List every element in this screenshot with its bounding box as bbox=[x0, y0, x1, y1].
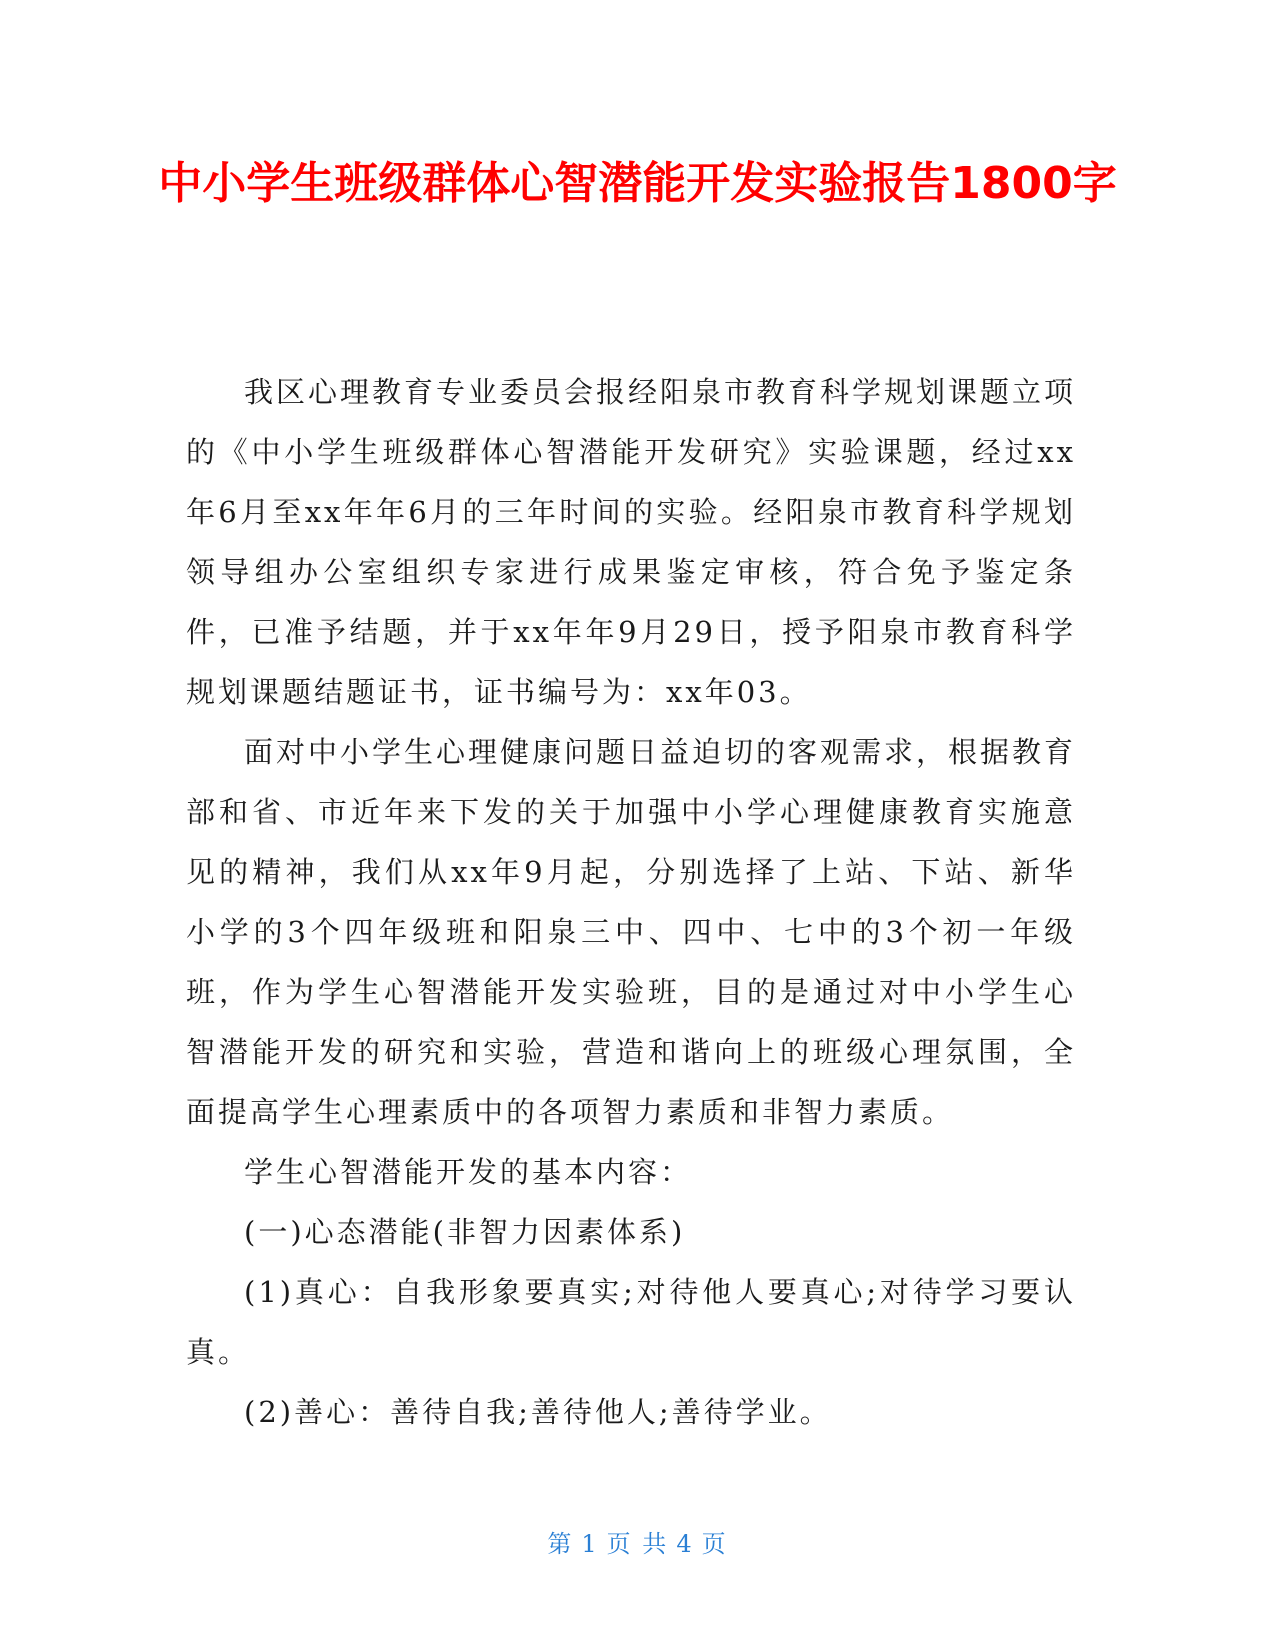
footer-current-page: 1 bbox=[581, 1530, 599, 1558]
footer-prefix: 第 bbox=[547, 1530, 574, 1558]
paragraph-item-2: (2)善心：善待自我;善待他人;善待学业。 bbox=[244, 1395, 832, 1429]
footer-suffix: 页 bbox=[701, 1530, 728, 1558]
paragraph-section-heading: (一)心态潜能(非智力因素体系) bbox=[244, 1215, 686, 1249]
paragraph-basic-content: 学生心智潜能开发的基本内容： bbox=[244, 1155, 693, 1189]
paragraph-item-1: (1)真心：自我形象要真实;对待他人要真心;对待学习要认真。 bbox=[186, 1275, 1076, 1369]
paragraph-background: 面对中小学生心理健康问题日益迫切的客观需求，根据教育部和省、市近年来下发的关于加强中小学心理健康教育实施意见的精神，我们从xx年9月起，分别选择了上站、下站、新华小学的3个四年级班和阳泉三中、四中、七中的3个初一年级班，作为学生心智潜能开发实验班，目的是通过对中小学生心智潜能开发的研究和实验，营造和谐向上的班级心理氛围，全面提高学生心理素质中的各项智力素质和非智力素质。 bbox=[186, 735, 1077, 1129]
paragraph-project-intro: 我区心理教育专业委员会报经阳泉市教育科学规划课题立项的《中小学生班级群体心智潜能开发研究》实验课题，经过xx年6月至xx年年6月的三年时间的实验。经阳泉市教育科学规划领导组办公室组织专家进行成果鉴定审核，符合免予鉴定条件，已准予结题，并于xx年年9月29日，授予阳泉市教育科学规划课题结题证书，证书编号为：xx年03。 bbox=[186, 375, 1077, 709]
footer-mid: 页 共 bbox=[606, 1530, 669, 1558]
footer-total-pages: 4 bbox=[676, 1530, 694, 1558]
document-title: 中小学生班级群体心智潜能开发实验报告1800字 bbox=[158, 158, 1117, 209]
page-footer bbox=[0, 1524, 1275, 1559]
document-body bbox=[186, 362, 1076, 1442]
